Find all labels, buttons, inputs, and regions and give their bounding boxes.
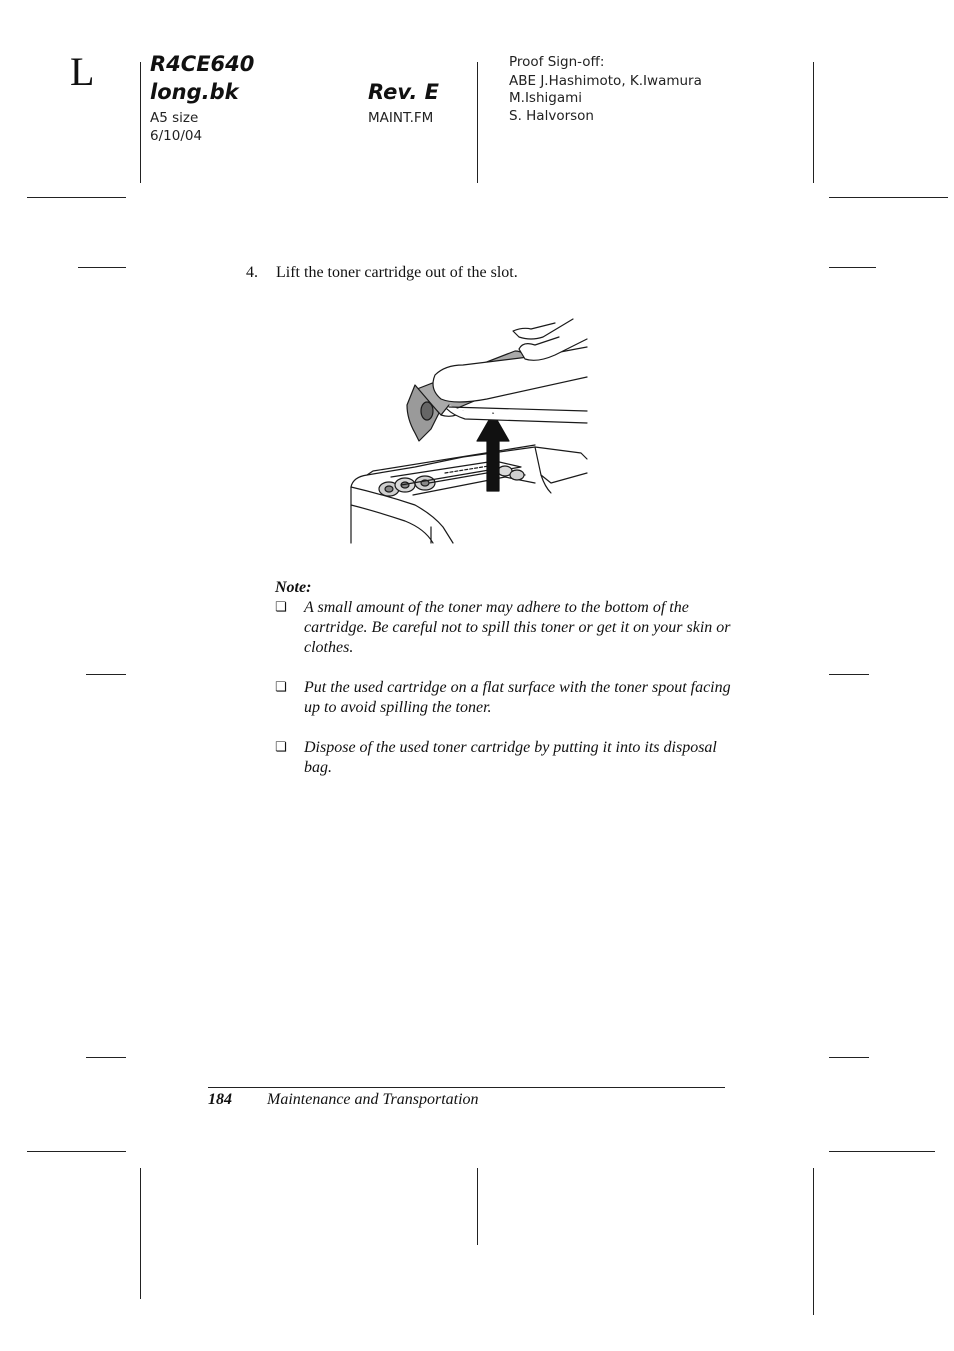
crop-mark-bottom-left bbox=[27, 1151, 126, 1152]
crop-mark-mid-right bbox=[829, 674, 869, 675]
hands bbox=[433, 319, 587, 423]
crop-mark-top-right-inner bbox=[829, 267, 876, 268]
note-item-text: Put the used cartridge on a flat surface with the toner spout facing up to avoid spilling the toner. bbox=[304, 679, 731, 716]
crop-mark-top-right bbox=[829, 197, 948, 198]
proof-signoff-line-1: ABE J.Hashimoto, K.Iwamura bbox=[509, 73, 702, 89]
note-item-text: Dispose of the used toner cartridge by putting it into its disposal bag. bbox=[304, 739, 717, 776]
note-item bbox=[275, 678, 735, 718]
checkbox-bullet-icon: ❏ bbox=[275, 600, 287, 615]
page-size: A5 size bbox=[150, 110, 199, 126]
checkbox-bullet-icon: ❏ bbox=[275, 740, 287, 755]
proof-signoff-line-3: S. Halvorson bbox=[509, 108, 594, 124]
frame-filename: MAINT.FM bbox=[368, 110, 434, 126]
crop-mark-top-left-inner bbox=[78, 267, 126, 268]
crop-mark-bottom-right bbox=[829, 1151, 935, 1152]
crop-mark-low-right bbox=[829, 1057, 869, 1058]
note-item bbox=[275, 598, 735, 658]
step-number: 4. bbox=[246, 264, 258, 281]
revision-label: Rev. E bbox=[368, 80, 439, 104]
corner-letter: L bbox=[70, 49, 95, 94]
toner-removal-illustration bbox=[345, 315, 595, 547]
proof-signoff-line-2: M.Ishigami bbox=[509, 90, 583, 106]
crop-mark-mid-left bbox=[86, 674, 126, 675]
book-code: R4CE640 bbox=[150, 52, 255, 76]
note-heading: Note: bbox=[275, 579, 312, 596]
step-text: Lift the toner cartridge out of the slot. bbox=[276, 264, 518, 281]
print-date: 6/10/04 bbox=[150, 128, 203, 144]
header-divider-right bbox=[813, 62, 814, 183]
header-divider-middle bbox=[477, 62, 478, 183]
page-number: 184 bbox=[208, 1091, 232, 1108]
section-title: Maintenance and Transportation bbox=[267, 1091, 479, 1108]
proof-signoff-title: Proof Sign-off: bbox=[509, 54, 605, 70]
checkbox-bullet-icon: ❏ bbox=[275, 680, 287, 695]
crop-mark-bottom-vert-left bbox=[140, 1168, 141, 1299]
crop-mark-bottom-vert-right bbox=[813, 1168, 814, 1315]
header-divider-left bbox=[140, 62, 141, 183]
crop-mark-low-left bbox=[86, 1057, 126, 1058]
lift-arrow bbox=[477, 413, 509, 491]
crop-mark-bottom-vert-middle bbox=[477, 1168, 478, 1245]
note-item-text: A small amount of the toner may adhere to the bottom of the cartridge. Be careful not to spill this toner or get it on your skin or clothes. bbox=[304, 599, 731, 656]
book-file: long.bk bbox=[150, 80, 239, 104]
footer-rule bbox=[208, 1087, 725, 1088]
note-item bbox=[275, 738, 735, 778]
crop-mark-top-left bbox=[27, 197, 126, 198]
